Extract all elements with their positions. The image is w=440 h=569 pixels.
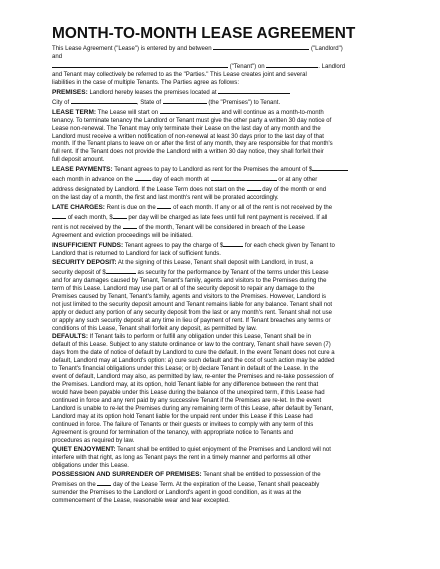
- defaults-text: procedures as required by law.: [52, 437, 135, 444]
- lease-payments-text: each month in advance on the: [52, 177, 134, 184]
- defaults-text: the Premises. Landlord may, at its option, hold Tenant liable for any difference between the rent that: [52, 382, 319, 389]
- quiet-enjoyment-heading: QUIET ENJOYMENT:: [52, 445, 116, 453]
- quiet-enjoyment-text: interfere with that right, as long as Tenant pays the rent in a timely manner and performs all other: [52, 454, 311, 461]
- intro-line: liabilities in the case of multiple Tenants. The Parties agree as follows:: [52, 79, 239, 86]
- defaults-text: default, Landlord may at Landlord's option: a) cure such default and the cost of such action may be added: [52, 358, 335, 365]
- defaults-text: days from the date of notice of default by Landlord to cure the default. In the event Tenant does not cure a: [52, 350, 335, 357]
- lease-payments-text: day of the month or end: [262, 187, 327, 194]
- document-title: MONTH-TO-MONTH LEASE AGREEMENT: [52, 25, 356, 42]
- defaults-text: continued in force. The failure of Tenants or their guests or invitees to comply with any term of this: [52, 421, 314, 428]
- blank-field[interactable]: [213, 44, 309, 50]
- lease-term-heading: LEASE TERM:: [52, 108, 97, 116]
- lease-payments-text: day of each month at: [152, 177, 209, 184]
- lease-term-text: tenancy. To terminate tenancy the Landlord or Tenant must give the other party a written 30 day notice of: [52, 117, 332, 124]
- quiet-enjoyment-section: [52, 446, 398, 471]
- lease-payments-section: [52, 165, 398, 203]
- possession-text: Tenant shall be entitled to possession of the: [203, 471, 321, 478]
- defaults-text: If Tenant fails to perform or fulfill any obligation under this Lease, Tenant shall be in: [89, 334, 311, 341]
- possession-text: Premises on the: [52, 481, 96, 488]
- late-charges-text: Agreement and eviction proceedings will be initiated.: [52, 233, 193, 240]
- defaults-text: default of this Lease. Subject to any statute ordinance or law to the contrary, Tenant shall have seven (7): [52, 342, 331, 349]
- lease-term-text: Lease non-renewal. The Tenant may only terminate their Lease on the last day of any month and the: [52, 125, 321, 132]
- late-charges-text: Rent is due on the: [106, 205, 156, 212]
- lease-payments-text: on the last day of a month, the first and last month's rent will be prorated accordingly.: [52, 195, 279, 202]
- blank-field[interactable]: [218, 88, 290, 94]
- late-charges-text: of each month. If any or all of the rent is not received by the: [173, 205, 333, 212]
- security-deposit-text: as security for the performance by Tenant of the terms under this Lease: [137, 269, 329, 276]
- security-deposit-text: At the signing of this Lease, Tenant shall deposit with Landlord, in trust, a: [117, 259, 314, 266]
- late-charges-text: rent is not received by the: [52, 225, 122, 232]
- lease-term-text: and will continue as a month-to-month: [221, 109, 324, 116]
- document-body: [52, 44, 398, 505]
- security-deposit-text: or apply any such security deposit at any time in lieu of payment of rent. If Tenant breaches any terms or: [52, 317, 331, 324]
- defaults-text: Landlord may at its option hold Tenant liable for the unpaid rent under this Lease if this Lease had: [52, 413, 313, 420]
- insufficient-funds-section: [52, 241, 398, 259]
- possession-text: surrender the Premises to the Landlord or Landlord's agent in good condition, as it was at the: [52, 489, 302, 496]
- premises-text: (the "Premises") to Tenant.: [208, 99, 281, 106]
- lease-payments-text: or at any other: [278, 177, 318, 184]
- possession-section: [52, 471, 398, 506]
- quiet-enjoyment-text: Tenant shall be entitled to quiet enjoyment of the Premises and Landlord will not: [117, 446, 331, 453]
- insufficient-funds-text: Tenant agrees to pay the charge of $: [124, 242, 224, 249]
- security-deposit-section: [52, 259, 398, 334]
- lease-term-section: [52, 108, 398, 166]
- defaults-text: continued in force and any rent paid by any successive Tenant if the Premises are re-let. In the event: [52, 398, 322, 405]
- blank-field[interactable]: [71, 98, 137, 104]
- intro-paragraph: [52, 44, 398, 88]
- blank-field[interactable]: [223, 241, 243, 247]
- quiet-enjoyment-text: obligations under this Lease.: [52, 462, 129, 469]
- late-charges-text: of the month, Tenant will be considered in breach of the Lease: [138, 225, 305, 232]
- blank-field[interactable]: [266, 62, 318, 68]
- blank-field[interactable]: [106, 268, 136, 274]
- blank-field[interactable]: [247, 185, 261, 191]
- premises-section: [52, 88, 398, 108]
- intro-line: ("Tenant") on: [229, 63, 265, 70]
- defaults-text: event of default, Landlord may also, as permitted by law, re-enter the Premises and re-take possession of: [52, 374, 334, 381]
- possession-text: day of the Lease Term. At the expiration of the Lease, Tenant shall peaceably: [113, 481, 320, 488]
- insufficient-funds-text: for each check given by Tenant to: [244, 242, 335, 249]
- security-deposit-text: Premises caused by Tenant, Tenant's family, agents and visitors to the Premises. However, Landlord is: [52, 293, 327, 300]
- lease-payments-heading: LEASE PAYMENTS:: [52, 166, 113, 174]
- defaults-heading: DEFAULTS:: [52, 333, 88, 341]
- defaults-text: to Tenant's financial obligations under this Lease; or b) declare Tenant in default of the Lease. In the: [52, 366, 319, 373]
- lease-term-text: month. If the Tenant plans to leave on or after the first of any month, they are responsible for that month's: [52, 141, 333, 148]
- insufficient-funds-heading: INSUFFICIENT FUNDS:: [52, 241, 124, 249]
- intro-line: ("Landlord"): [310, 46, 343, 52]
- lease-term-text: full rent. If the Tenant does not provide the Landlord with a written 30 day notice, they shall forfeit their: [52, 149, 324, 156]
- blank-field[interactable]: [113, 213, 127, 219]
- premises-text: , State of: [136, 99, 162, 106]
- blank-field[interactable]: [123, 223, 137, 229]
- intro-line: and Tenant may collectively be referred to as the "Parties." This Lease creates joint and several: [52, 71, 307, 78]
- blank-field[interactable]: [160, 108, 220, 114]
- lease-payments-text: Tenant agrees to pay to Landlord as rent for the Premises the amount of $: [114, 167, 313, 174]
- blank-field[interactable]: [312, 165, 348, 171]
- security-deposit-text: security deposit of $: [52, 269, 106, 276]
- blank-field[interactable]: [52, 62, 228, 68]
- security-deposit-text: not just limited to the security deposit amount and Tenant remains liable for any balance. Tenant shall not: [52, 301, 333, 308]
- intro-line: . Landlord: [318, 63, 346, 70]
- blank-field[interactable]: [97, 480, 111, 486]
- security-deposit-text: term of this Lease. Landlord may use part or all of the security deposit to repair any damage to the: [52, 285, 315, 292]
- premises-text: City of: [52, 99, 70, 106]
- defaults-section: [52, 333, 398, 445]
- late-charges-section: [52, 203, 398, 241]
- late-charges-text: per day will be charged as late fees until full rent payment is received. If all: [128, 215, 328, 222]
- possession-heading: POSSESSION AND SURRENDER OF PREMISES:: [52, 470, 202, 478]
- intro-line: and: [52, 53, 63, 60]
- defaults-text: Landlord is unable to re-let the Premises during any remaining term of this Lease, after default by Tenant,: [52, 406, 334, 413]
- defaults-text: Agreement is ground for termination of the tenancy, with appropriate notice to Tenants and: [52, 429, 294, 436]
- security-deposit-text: apply or deduct any portion of any security deposit from the last or any month's rent. Tenant shall not use: [52, 309, 333, 316]
- premises-text: Landlord hereby leases the premises located at: [89, 89, 217, 96]
- blank-field[interactable]: [211, 175, 277, 181]
- lease-payments-text: address designated by Landlord. If the Lease Term does not start on the: [52, 187, 245, 194]
- late-charges-heading: LATE CHARGES:: [52, 204, 105, 212]
- lease-term-text: full deposit amount.: [52, 157, 105, 164]
- lease-term-text: The Lease will start on: [97, 109, 159, 116]
- security-deposit-heading: SECURITY DEPOSIT:: [52, 258, 117, 266]
- insufficient-funds-text: Landlord that is returned to Landlord for lack of sufficient funds.: [52, 250, 221, 257]
- blank-field[interactable]: [163, 98, 207, 104]
- late-charges-text: of each month, $: [67, 215, 113, 222]
- security-deposit-text: and for any damages caused by Tenant, Tenant's family, agents and visitors to the Premises during the: [52, 277, 327, 284]
- blank-field[interactable]: [157, 203, 171, 209]
- lease-term-text: Landlord must receive a written notification of non-renewal at least 30 days prior to the last day of that: [52, 133, 324, 140]
- blank-field[interactable]: [135, 175, 151, 181]
- blank-field[interactable]: [52, 213, 66, 219]
- security-deposit-text: conditions of this Lease, Tenant shall forfeit any deposit, as permitted by law.: [52, 325, 257, 332]
- premises-heading: PREMISES:: [52, 88, 88, 96]
- intro-line: This Lease Agreement ("Lease") is entered by and between: [52, 46, 212, 52]
- defaults-text: would have been payable under this Lease during the balance of the unexpired term, if this Lease had: [52, 390, 325, 397]
- possession-text: commencement of the Lease, reasonable wear and tear excepted.: [52, 497, 230, 504]
